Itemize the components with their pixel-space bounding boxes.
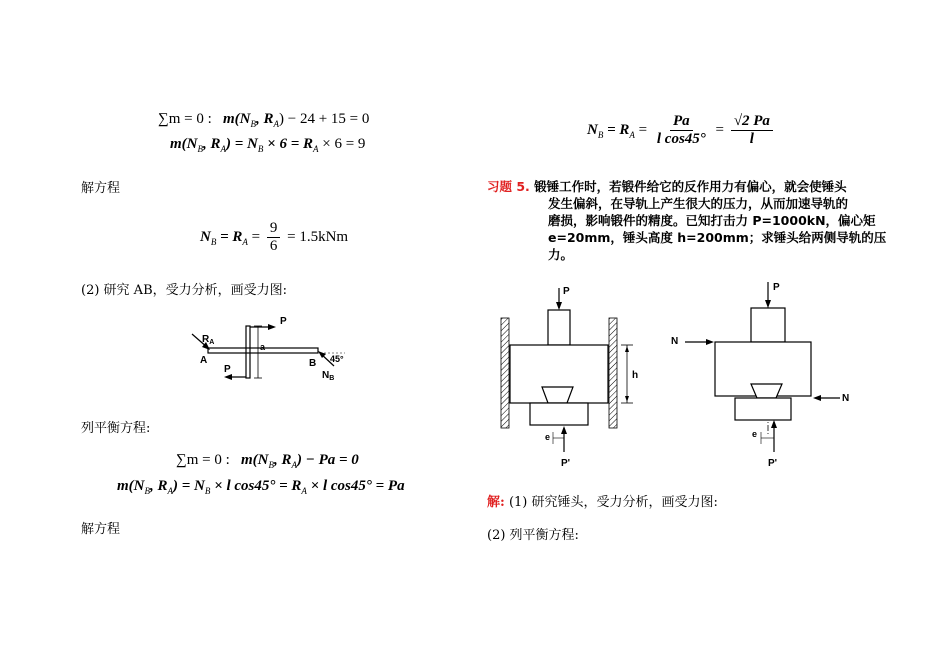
force-n-left-arrow	[706, 339, 714, 345]
result-nb: N	[200, 228, 211, 245]
problem-line-3: 磨损，影响锻件的精度。已知打击力 P=1000kN，偏心矩	[548, 213, 876, 228]
subscript-a: A	[220, 144, 227, 154]
label-a-dimension: a	[260, 342, 266, 352]
moment-ra: , R	[203, 136, 221, 152]
moment-rest: ) − 24 + 15 = 0	[279, 111, 370, 127]
subscript-a: A	[313, 144, 319, 154]
label-b-point: B	[309, 358, 317, 369]
denominator-lcos45: l cos45°	[656, 131, 706, 147]
numerator: 9	[267, 220, 281, 238]
moment-lhs: m(N	[117, 478, 145, 494]
problem-5	[487, 178, 887, 195]
beam-post	[246, 326, 250, 378]
numerator-pa: Pa	[670, 113, 693, 131]
subscript-a: A	[242, 236, 248, 247]
label-e-right: e	[752, 429, 758, 439]
moment-value: × l cos45° = Pa	[306, 478, 405, 494]
label-pprime-right: P'	[768, 458, 778, 469]
ram-rod	[548, 310, 570, 345]
denominator-l: l	[749, 131, 754, 147]
subscript-a: A	[301, 486, 307, 496]
subscript-b: B	[257, 144, 264, 154]
subscript-b: B	[268, 460, 274, 470]
sum-moment-zero: ∑m = 0 :	[158, 111, 212, 127]
subscript-b: B	[250, 119, 256, 129]
label-a-point: A	[200, 355, 208, 366]
moment-ra: , R	[150, 478, 168, 494]
subscript-b: B	[144, 486, 150, 496]
answer-line	[487, 491, 718, 510]
subscript-a: A	[629, 129, 635, 140]
anvil	[530, 403, 588, 425]
right-guide-rail	[609, 318, 617, 428]
die-block-right	[751, 384, 782, 398]
nb-ra-equation	[587, 113, 776, 148]
die-block	[542, 387, 573, 403]
problem-number: 习题 5.	[487, 179, 530, 194]
moment-equation-1	[158, 111, 369, 129]
label-p-left: P	[563, 286, 570, 297]
label-e-left: e	[545, 432, 551, 442]
equals: =	[247, 228, 261, 245]
force-p-arrow	[556, 302, 562, 310]
problem-line-1: 锻锤工作时，若锻件给它的反作用力有偏心，就会使锤头	[534, 179, 847, 194]
label-n-right: N	[842, 393, 850, 404]
moment-nb: ) = N	[226, 136, 258, 152]
label-h: h	[632, 370, 639, 381]
moment-term: m(N	[223, 111, 251, 127]
moment-lhs: m(N	[170, 136, 198, 152]
moment-ra-2: × l cos45° = R	[210, 478, 302, 494]
problem-line-2: 发生偏斜，在导轨上产生很大的压力，从而加速导轨的	[548, 196, 849, 211]
forging-hammer-diagram	[495, 280, 865, 475]
equals-2: =	[715, 121, 725, 138]
subscript-b: B	[197, 144, 203, 154]
nb-term: N	[587, 121, 598, 138]
part2-label: (2) 研究 AB，受力分析，画受力图:	[81, 283, 288, 298]
sum-moment-zero: ∑m = 0 :	[176, 452, 230, 468]
moment-equation-2	[176, 452, 359, 470]
answer-text: (1) 研究锤头，受力分析，画受力图:	[508, 495, 718, 510]
moment-rest: ) − Pa = 0	[297, 452, 359, 468]
label-pprime-left: P'	[561, 458, 571, 469]
force-pprime-arrow-right	[771, 420, 777, 428]
label-nb: $N_B$	[322, 370, 335, 382]
hammer-free-body	[671, 282, 849, 469]
subscript-b: B	[204, 486, 211, 496]
label-p-right: P	[773, 282, 780, 293]
label-ra: $R_A$	[202, 334, 215, 346]
subscript-a: A	[273, 119, 280, 129]
moment-term-ra: , R	[274, 452, 292, 468]
equals: =	[634, 121, 648, 138]
subscript-b: B	[210, 236, 217, 247]
solve-label-2: 解方程	[81, 522, 121, 537]
force-p-arrow-right	[765, 300, 771, 308]
left-guide-rail	[501, 318, 509, 428]
moment-value: × 6 = 9	[318, 136, 366, 152]
equilibrium-label-left: 列平衡方程:	[81, 421, 151, 436]
ram-rod-right	[751, 308, 785, 342]
moment-term: m(N	[241, 452, 269, 468]
force-n-right-arrow	[813, 395, 821, 401]
denominator: 6	[269, 238, 278, 254]
moment-term-ra: , R	[256, 111, 274, 127]
label-p-top: P	[280, 316, 287, 327]
fraction-pa-lcos	[654, 113, 709, 148]
moment-equation-2-line2	[117, 478, 405, 496]
moment-equation-1-line2	[170, 136, 365, 154]
problem-line-4: e=20mm，锤头高度 h=200mm；求锤头给两侧导轨的压	[548, 230, 887, 245]
subscript-a: A	[167, 486, 174, 496]
solve-label-1: 解方程	[81, 181, 121, 196]
answer-label: 解:	[487, 495, 505, 510]
subscript-a: A	[291, 460, 298, 470]
numerator-sqrt2pa: √2 Pa	[731, 113, 773, 131]
moment-nb: ) = N	[173, 478, 205, 494]
label-45-degree: 45°	[330, 354, 344, 364]
anvil-right	[735, 398, 791, 420]
hammer-with-guides	[501, 286, 638, 469]
force-pprime-arrow	[561, 426, 567, 434]
result-equation	[200, 220, 348, 255]
ra-term: = R	[603, 121, 630, 138]
beam-force-diagram	[180, 310, 360, 392]
subscript-b: B	[597, 129, 604, 140]
result-value: = 1.5kNm	[287, 228, 349, 245]
fraction-sqrt2pa-l	[731, 113, 773, 148]
equilibrium-label-right: (2) 列平衡方程:	[487, 528, 579, 543]
label-p-bottom: P	[224, 364, 231, 375]
problem-line-5: 力。	[548, 247, 574, 262]
result-ra: = R	[216, 228, 243, 245]
fraction-9-6	[267, 220, 281, 255]
label-n-left: N	[671, 336, 679, 347]
moment-ra-2: × 6 = R	[263, 136, 313, 152]
